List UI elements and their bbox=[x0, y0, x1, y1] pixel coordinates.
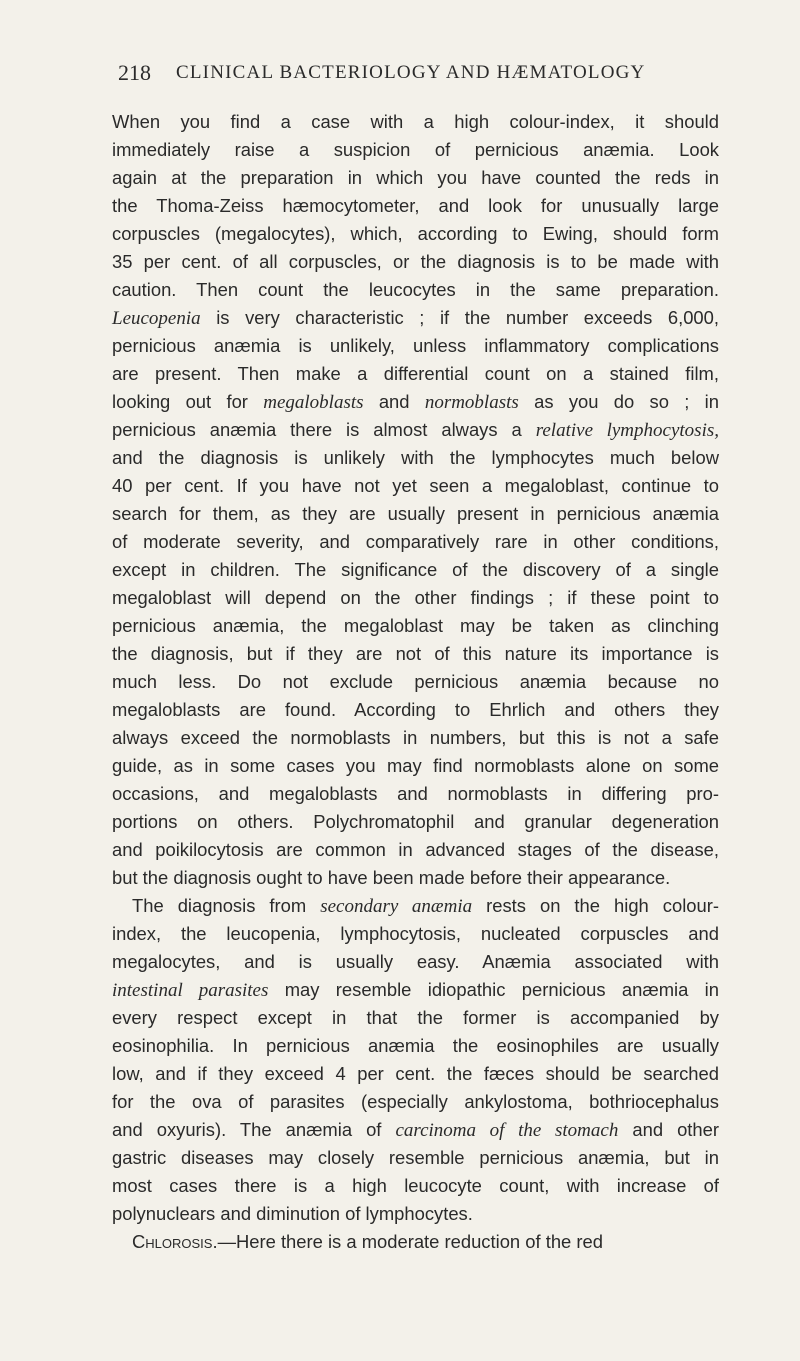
italic-term: megaloblasts bbox=[263, 392, 364, 413]
body-text bbox=[112, 108, 719, 1256]
text-run: polynuclears and diminution of lymphocytes. bbox=[112, 1203, 473, 1224]
text-run: and bbox=[363, 391, 425, 412]
text-line bbox=[112, 164, 719, 192]
text-run: gastric diseases may closely resemble pernicious anæmia, but in bbox=[112, 1147, 719, 1168]
text-run: every respect except in that the former is accompanied by bbox=[112, 1007, 719, 1028]
text-line bbox=[112, 416, 719, 444]
italic-term: carcinoma of the stomach bbox=[395, 1120, 619, 1141]
text-run: and oxyuris). The anæmia of bbox=[112, 1119, 396, 1140]
text-line bbox=[112, 332, 719, 360]
text-line bbox=[112, 976, 719, 1004]
text-run: again at the preparation in which you have counted the reds in bbox=[112, 167, 719, 188]
italic-term: relative lymphocytosis, bbox=[535, 420, 719, 441]
text-run: the diagnosis, but if they are not of this nature its importance is bbox=[112, 643, 719, 664]
text-line bbox=[112, 248, 719, 276]
text-run: most cases there is a high leucocyte count, with increase of bbox=[112, 1175, 719, 1196]
text-run: The diagnosis from bbox=[132, 895, 321, 916]
text-line bbox=[112, 640, 719, 668]
text-line bbox=[112, 1088, 719, 1116]
text-run: caution. Then count the leucocytes in the same preparation. bbox=[112, 279, 719, 300]
text-line bbox=[112, 864, 719, 892]
text-run: eosinophilia. In pernicious anæmia the eosinophiles are usually bbox=[112, 1035, 719, 1056]
text-run: as you do so ; in bbox=[518, 391, 719, 412]
text-line bbox=[112, 948, 719, 976]
text-run: always exceed the normoblasts in numbers, but this is not a safe bbox=[112, 727, 719, 748]
text-line bbox=[112, 136, 719, 164]
text-line bbox=[112, 612, 719, 640]
text-run: immediately raise a suspicion of pernicious anæmia. Look bbox=[112, 139, 719, 160]
text-line bbox=[112, 528, 719, 556]
text-line bbox=[112, 1032, 719, 1060]
text-run: much less. Do not exclude pernicious anæmia because no bbox=[112, 671, 719, 692]
text-line bbox=[112, 780, 719, 808]
text-line bbox=[112, 192, 719, 220]
text-line bbox=[112, 304, 719, 332]
text-line bbox=[112, 360, 719, 388]
text-line bbox=[112, 836, 719, 864]
text-line bbox=[112, 1228, 719, 1256]
text-run: looking out for bbox=[112, 391, 264, 412]
text-line bbox=[112, 220, 719, 248]
text-run: —Here there is a moderate reduction of the red bbox=[217, 1231, 603, 1252]
text-run: and other bbox=[618, 1119, 720, 1140]
text-line bbox=[112, 724, 719, 752]
text-run: for the ova of parasites (especially ankylostoma, bothriocephalus bbox=[112, 1091, 719, 1112]
text-line bbox=[112, 668, 719, 696]
text-run: portions on others. Polychromatophil and granular degeneration bbox=[112, 811, 719, 832]
text-line bbox=[112, 1060, 719, 1088]
text-run: pernicious anæmia is unlikely, unless inflammatory complications bbox=[112, 335, 719, 356]
text-run: and the diagnosis is unlikely with the lymphocytes much below bbox=[112, 447, 719, 468]
text-line bbox=[112, 388, 719, 416]
text-line bbox=[112, 1200, 719, 1228]
text-line bbox=[112, 108, 719, 136]
text-line bbox=[112, 500, 719, 528]
section-heading: Chlorosis. bbox=[132, 1231, 218, 1252]
text-line bbox=[112, 584, 719, 612]
text-run: occasions, and megaloblasts and normoblasts in differing pro- bbox=[112, 783, 719, 804]
text-run: corpuscles (megalocytes), which, according to Ewing, should form bbox=[112, 223, 719, 244]
text-run: but the diagnosis ought to have been made before their appearance. bbox=[112, 867, 671, 888]
text-run: megalocytes, and is usually easy. Anæmia associated with bbox=[112, 951, 719, 972]
text-line bbox=[112, 752, 719, 780]
text-run: may resemble idiopathic pernicious anæmia in bbox=[268, 979, 719, 1000]
text-line bbox=[112, 1004, 719, 1032]
italic-term: Leucopenia bbox=[112, 308, 201, 329]
text-run: search for them, as they are usually present in pernicious anæmia bbox=[112, 503, 719, 524]
text-run: low, and if they exceed 4 per cent. the fæces should be searched bbox=[112, 1063, 719, 1084]
text-line bbox=[112, 444, 719, 472]
text-run: are present. Then make a differential count on a stained film, bbox=[112, 363, 719, 384]
italic-term: intestinal parasites bbox=[112, 980, 269, 1001]
text-run: is very characteristic ; if the number exceeds 6,000, bbox=[200, 307, 719, 328]
text-run: of moderate severity, and comparatively rare in other conditions, bbox=[112, 531, 719, 552]
text-run: When you find a case with a high colour-index, it should bbox=[112, 111, 719, 132]
text-run: megaloblast will depend on the other findings ; if these point to bbox=[112, 587, 719, 608]
page-number: 218 bbox=[118, 60, 151, 85]
text-line bbox=[112, 696, 719, 724]
text-line bbox=[112, 1144, 719, 1172]
text-run: megaloblasts are found. According to Ehrlich and others they bbox=[112, 699, 719, 720]
text-run: and poikilocytosis are common in advanced stages of the disease, bbox=[112, 839, 719, 860]
text-line bbox=[112, 1172, 719, 1200]
text-run: pernicious anæmia, the megaloblast may be taken as clinching bbox=[112, 615, 719, 636]
text-line bbox=[112, 920, 719, 948]
text-run: 40 per cent. If you have not yet seen a megaloblast, continue to bbox=[112, 475, 719, 496]
text-line bbox=[112, 472, 719, 500]
italic-term: secondary anæmia bbox=[320, 896, 473, 917]
text-line bbox=[112, 1116, 719, 1144]
text-line bbox=[112, 276, 719, 304]
running-title: CLINICAL BACTERIOLOGY AND HÆMATOLOGY bbox=[176, 62, 646, 83]
text-run: except in children. The significance of the discovery of a single bbox=[112, 559, 719, 580]
text-run: index, the leucopenia, lymphocytosis, nucleated corpuscles and bbox=[112, 923, 719, 944]
text-run: the Thoma-Zeiss hæmocytometer, and look for unusually large bbox=[112, 195, 719, 216]
text-line bbox=[112, 556, 719, 584]
text-line bbox=[112, 808, 719, 836]
text-run: guide, as in some cases you may find normoblasts alone on some bbox=[112, 755, 719, 776]
text-run: rests on the high colour- bbox=[472, 895, 719, 916]
text-run: 35 per cent. of all corpuscles, or the diagnosis is to be made with bbox=[112, 251, 719, 272]
text-line bbox=[112, 892, 719, 920]
text-run: pernicious anæmia there is almost always a bbox=[112, 419, 536, 440]
italic-term: normoblasts bbox=[424, 392, 519, 413]
